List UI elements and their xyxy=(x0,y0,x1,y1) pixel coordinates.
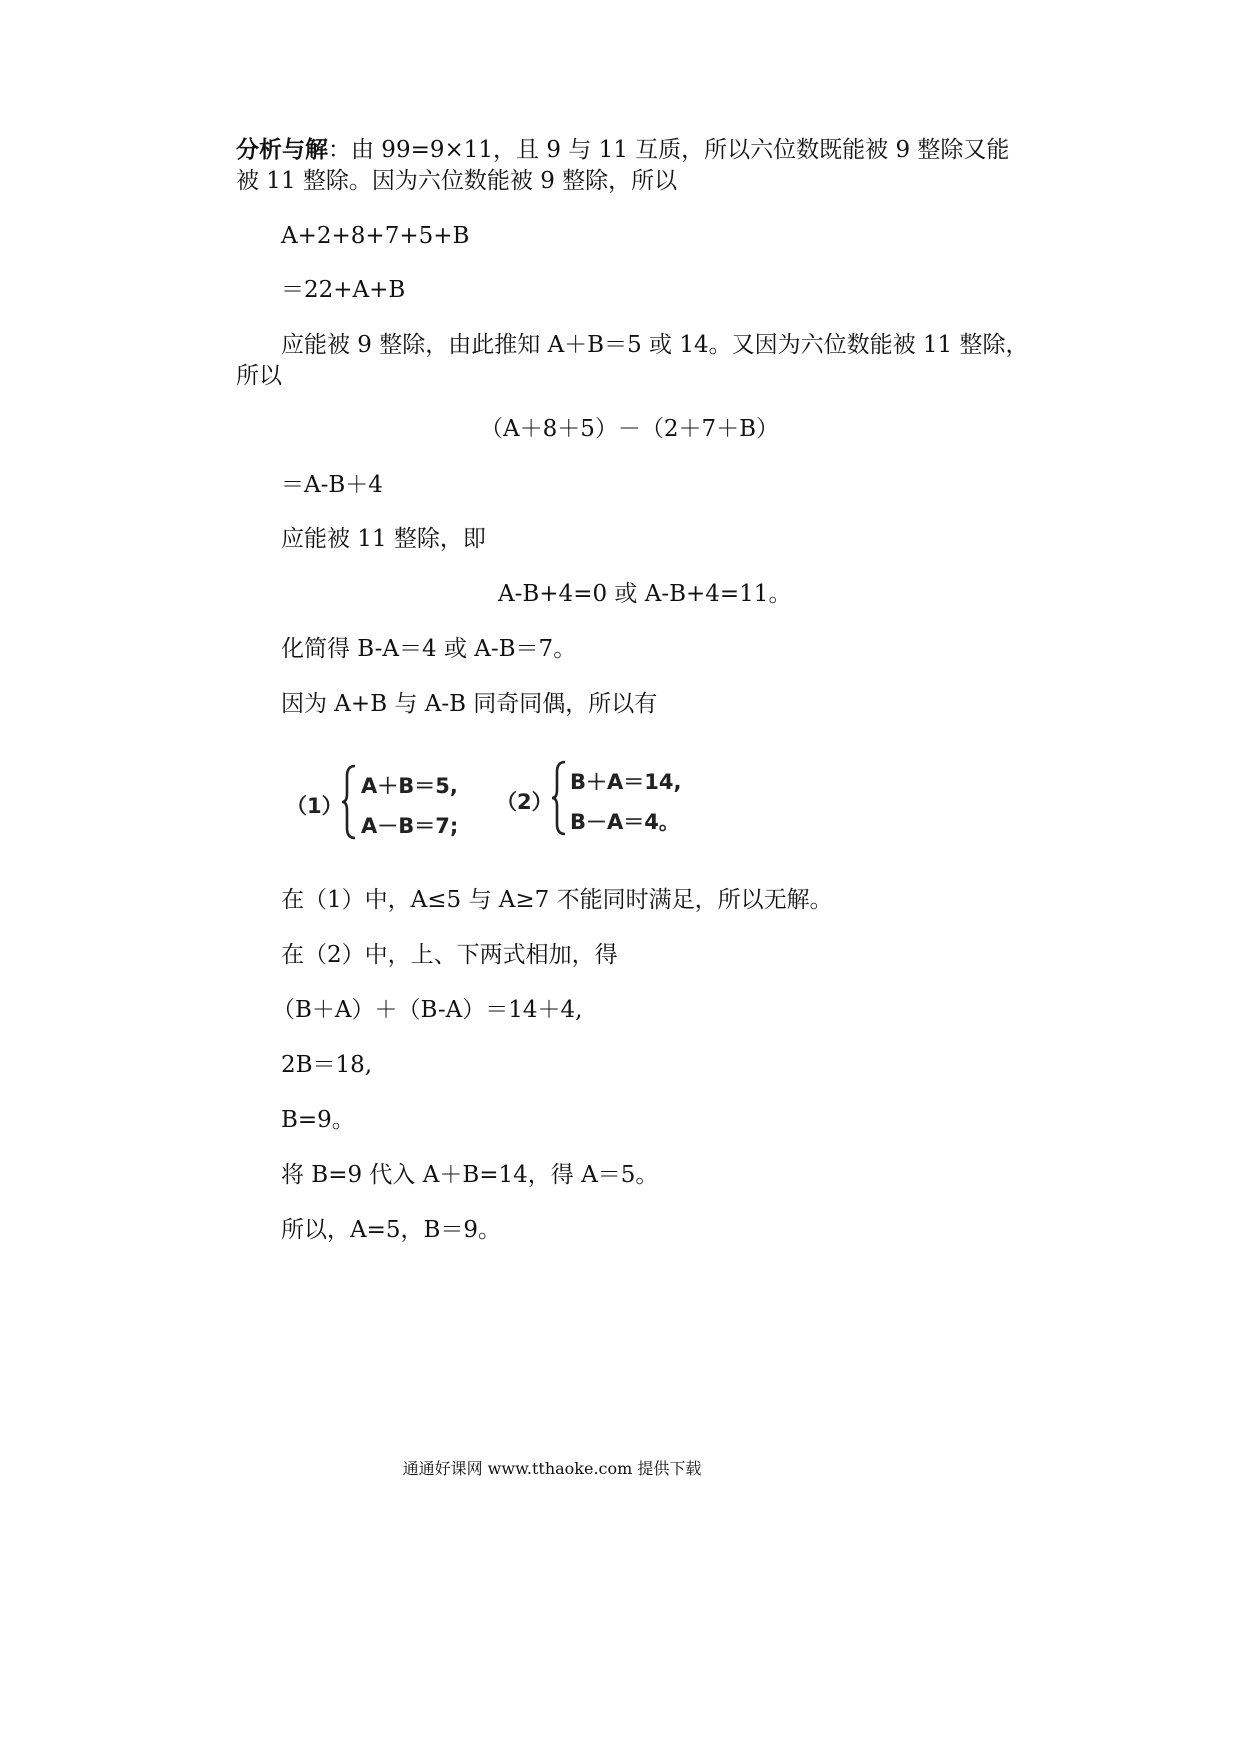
final-answer: 所以，A=5，B＝9。 xyxy=(281,1217,502,1243)
system-2-label: （2） xyxy=(496,790,553,814)
intro-label: 分析与解 xyxy=(236,137,328,163)
substitute: 将 B=9 代入 A＋B=14，得 A＝5。 xyxy=(281,1162,659,1188)
divisible-by-9-line-1: 应能被 9 整除，由此推知 A＋B＝5 或 14。又因为六位数能被 11 整除， xyxy=(281,332,1029,358)
difference-result: ＝A-B＋4 xyxy=(281,472,383,498)
parity-statement: 因为 A+B 与 A-B 同奇同偶，所以有 xyxy=(281,691,658,717)
page-footer: 通通好课网 www.tthaoke.com 提供下载 xyxy=(402,1459,702,1478)
intro-text-1: ：由 99=9×11，且 9 与 11 互质，所以六位数既能被 9 整除又能 xyxy=(328,137,1010,163)
b-value: B=9。 xyxy=(281,1107,355,1133)
system-1-label: （1） xyxy=(286,794,343,818)
system-1-eq-1: A＋B＝5, xyxy=(361,774,458,798)
sum-expression: A+2+8+7+5+B xyxy=(281,223,470,249)
system-2-eq-1: B＋A＝14, xyxy=(570,770,682,794)
system-2-eq-2: B－A＝4。 xyxy=(570,810,680,834)
simplified-cases: 化简得 B-A＝4 或 A-B＝7。 xyxy=(281,636,577,662)
equation-cases: A-B+4=0 或 A-B+4=11。 xyxy=(498,581,792,607)
left-brace-icon xyxy=(341,764,357,840)
difference-expression: （A＋8＋5）－（2＋7＋B） xyxy=(480,416,780,442)
case-2: 在（2）中，上、下两式相加，得 xyxy=(281,942,618,968)
case-1: 在（1）中，A≤5 与 A≥7 不能同时满足，所以无解。 xyxy=(281,887,833,913)
intro-line-2: 被 11 整除。因为六位数能被 9 整除，所以 xyxy=(236,168,678,194)
divisible-by-9-line-2: 所以 xyxy=(236,363,282,389)
intro-line-1 xyxy=(236,135,1009,165)
divisible-by-11: 应能被 11 整除，即 xyxy=(281,526,486,552)
system-1-eq-2: A－B＝7; xyxy=(361,814,459,838)
add-equations: （B＋A）＋（B-A）＝14＋4, xyxy=(272,997,583,1023)
sum-result: ＝22+A+B xyxy=(281,277,406,303)
two-b: 2B＝18, xyxy=(281,1052,373,1078)
left-brace-icon xyxy=(551,760,567,836)
